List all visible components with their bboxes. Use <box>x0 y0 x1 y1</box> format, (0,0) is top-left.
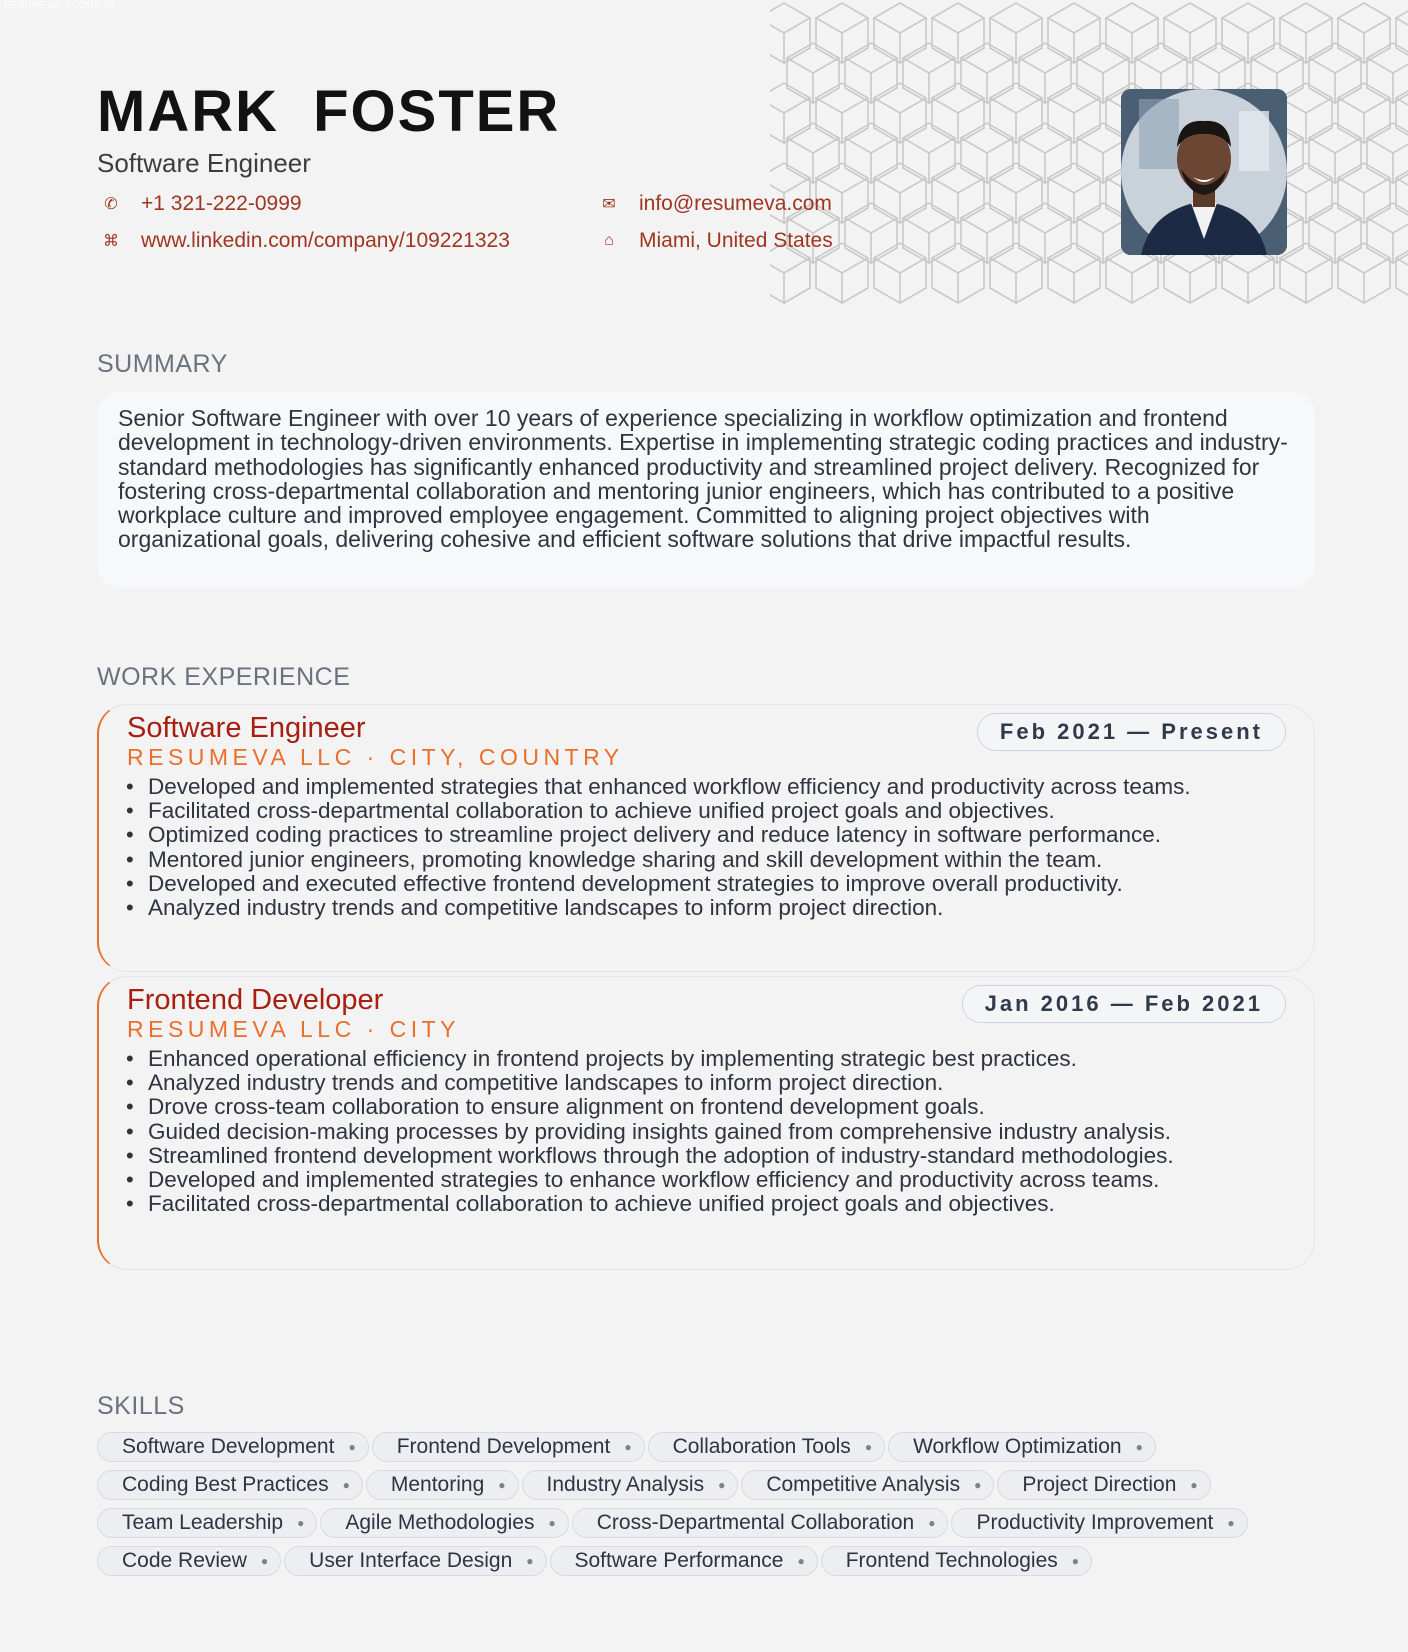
cube-shape <box>874 163 926 223</box>
cube-shape <box>1280 3 1332 63</box>
skill-tag: Frontend Technologies ● <box>821 1546 1092 1576</box>
cube-shape <box>1280 83 1332 143</box>
cube-shape <box>990 83 1042 143</box>
cube-shape <box>1019 123 1071 183</box>
cube-shape <box>1019 203 1071 263</box>
cube-shape <box>1396 3 1408 63</box>
cube-shape <box>1280 163 1332 223</box>
cube-shape <box>990 163 1042 223</box>
dot-icon: ● <box>1071 1554 1080 1568</box>
phone-text: +1 321-222-0999 <box>141 192 302 215</box>
skill-tag: User Interface Design ● <box>284 1546 546 1576</box>
job-bullet: • Enhanced operational efficiency in frontend projects by implementing strategic best practices. <box>127 1047 1288 1071</box>
job-bullet: • Streamlined frontend development workflows through the adoption of industry-standard methodologies. <box>127 1144 1288 1168</box>
dot-icon: ● <box>260 1554 269 1568</box>
cube-shape <box>1309 43 1361 103</box>
job-dates-badge: Feb 2021 — Present <box>977 713 1286 751</box>
cube-shape <box>1338 83 1390 143</box>
email-text: info@resumeva.com <box>639 192 832 215</box>
job-role: Software Engineer <box>127 712 366 744</box>
skill-tag: Agile Methodologies ● <box>320 1508 568 1538</box>
cube-shape <box>1280 243 1332 303</box>
resume-header <box>97 79 857 252</box>
home-icon: ⌂ <box>604 232 614 249</box>
cube-shape <box>1222 3 1274 63</box>
cube-shape <box>990 243 1042 303</box>
location-text: Miami, United States <box>639 229 833 252</box>
cube-shape <box>903 43 955 103</box>
skills-row <box>97 1542 1337 1580</box>
job-bullet: • Guided decision-making processes by providing insights gained from comprehensive industry analysis. <box>127 1120 1288 1144</box>
skill-tag: Collaboration Tools ● <box>648 1432 885 1462</box>
dot-icon: ● <box>342 1478 350 1492</box>
cube-shape <box>1338 243 1390 303</box>
skill-tag: Coding Best Practices ● <box>97 1470 363 1500</box>
cube-shape <box>1106 3 1158 63</box>
cube-shape <box>903 203 955 263</box>
phone-icon: ✆ <box>104 196 118 213</box>
contact-location <box>595 229 833 253</box>
skills-row <box>97 1428 1337 1466</box>
cube-shape <box>770 3 810 63</box>
cube-shape <box>1338 163 1390 223</box>
skill-tag: Industry Analysis ● <box>522 1470 739 1500</box>
dot-icon: ● <box>928 1516 936 1530</box>
job-company: RESUMEVA LLC · CITY <box>127 1016 461 1042</box>
cube-shape <box>1048 243 1100 303</box>
contact-phone[interactable] <box>97 192 302 216</box>
cube-shape <box>990 3 1042 63</box>
cube-shape <box>903 123 955 183</box>
cube-shape <box>932 3 984 63</box>
cube-shape <box>845 203 897 263</box>
dot-icon: ● <box>1135 1440 1143 1454</box>
dot-icon: ● <box>1227 1516 1235 1530</box>
skill-tag: Software Performance ● <box>550 1546 818 1576</box>
job-bullet: • Drove cross-team collaboration to ensure alignment on frontend development goals. <box>127 1095 1288 1119</box>
dot-icon: ● <box>526 1554 534 1568</box>
dot-icon: ● <box>864 1440 873 1454</box>
candidate-title: Software Engineer <box>97 148 311 178</box>
skills-row <box>97 1466 1337 1504</box>
cube-shape <box>1048 83 1100 143</box>
profile-photo <box>1121 89 1287 255</box>
summary-box <box>97 392 1315 588</box>
job-bullet: • Mentored junior engineers, promoting knowledge sharing and skill development within the team. <box>127 848 1288 872</box>
job-bullet: • Facilitated cross-departmental collaboration to achieve unified project goals and objectives. <box>127 1192 1288 1216</box>
skill-tag: Software Development ● <box>97 1432 369 1462</box>
skill-tag: Cross-Departmental Collaboration ● <box>572 1508 949 1538</box>
job-entry <box>97 704 1315 972</box>
score-watermark: RESUMEVA_SCORE:69 <box>4 0 115 11</box>
skill-tag: Code Review ● <box>97 1546 281 1576</box>
job-bullet: • Developed and implemented strategies that enhanced workflow efficiency and productivity across teams. <box>127 775 1288 799</box>
cube-shape <box>961 123 1013 183</box>
contact-linkedin[interactable] <box>97 229 510 253</box>
skill-tag: Mentoring ● <box>366 1470 519 1500</box>
cube-shape <box>932 83 984 143</box>
skill-tag: Team Leadership ● <box>97 1508 317 1538</box>
cube-shape <box>1396 163 1408 223</box>
job-bullet: • Optimized coding practices to streamline project delivery and reduce latency in software performance. <box>127 823 1288 847</box>
dot-icon: ● <box>1190 1478 1198 1492</box>
dot-icon: ● <box>974 1478 982 1492</box>
dot-icon: ● <box>548 1516 556 1530</box>
skill-tag: Workflow Optimization ● <box>888 1432 1156 1462</box>
cube-shape <box>1396 83 1408 143</box>
cube-shape <box>1048 163 1100 223</box>
job-role: Frontend Developer <box>127 984 384 1016</box>
job-bullet: • Developed and implemented strategies to enhance workflow efficiency and productivity across teams. <box>127 1168 1288 1192</box>
cube-shape <box>874 3 926 63</box>
cube-shape <box>1309 203 1361 263</box>
cube-shape <box>932 163 984 223</box>
cube-shape <box>816 3 868 63</box>
experience-heading: WORK EXPERIENCE <box>97 663 351 691</box>
cube-shape <box>1396 243 1408 303</box>
cube-shape <box>874 243 926 303</box>
skills-heading: SKILLS <box>97 1392 185 1420</box>
summary-text: Senior Software Engineer with over 10 years of experience specializing in workflow optimization and frontend development in technology-driven environments. Expertise in implementing strategic coding practices and industry-standard methodologies has significantly enhanced productivity and streamlined project delivery. Recognized for fostering cross-departmental collaboration and mentoring junior engineers, which has contributed to a positive workplace culture and improved employee engagement. Committed to aligning project objectives with organizational goals, delivering cohesive and efficient software solutions that drive impactful results. <box>118 405 1288 553</box>
dot-icon: ● <box>624 1440 632 1454</box>
skill-tag: Frontend Development ● <box>372 1432 645 1462</box>
mail-icon: ✉ <box>602 196 616 213</box>
job-entry <box>97 976 1315 1270</box>
cube-shape <box>1164 3 1216 63</box>
cube-shape <box>961 203 1013 263</box>
job-company: RESUMEVA LLC · CITY, COUNTRY <box>127 744 624 770</box>
skills-list <box>97 1428 1337 1580</box>
job-bullet: • Developed and executed effective frontend development strategies to improve overall productivity. <box>127 872 1288 896</box>
cube-shape <box>932 243 984 303</box>
cube-pattern-decoration <box>770 0 1408 340</box>
skills-row <box>97 1504 1337 1542</box>
cube-shape <box>961 43 1013 103</box>
cube-shape <box>1309 123 1361 183</box>
job-bullet: • Facilitated cross-departmental collaboration to achieve unified project goals and objectives. <box>127 799 1288 823</box>
cube-shape <box>874 83 926 143</box>
summary-heading: SUMMARY <box>97 350 228 378</box>
dot-icon: ● <box>348 1440 356 1454</box>
candidate-name: MARK FOSTER <box>97 79 561 144</box>
dot-icon: ● <box>797 1554 805 1568</box>
job-bullets <box>127 775 1288 920</box>
skill-tag: Productivity Improvement ● <box>951 1508 1247 1538</box>
job-dates-badge: Jan 2016 — Feb 2021 <box>962 985 1286 1023</box>
cube-shape <box>1019 43 1071 103</box>
linkedin-text: www.linkedin.com/company/109221323 <box>141 229 510 252</box>
dot-icon: ● <box>498 1478 506 1492</box>
job-bullets <box>127 1047 1288 1216</box>
link-icon: ⌘ <box>103 233 119 250</box>
dot-icon: ● <box>297 1516 305 1530</box>
contact-email[interactable] <box>595 192 832 216</box>
skill-tag: Competitive Analysis ● <box>741 1470 994 1500</box>
skill-tag: Project Direction ● <box>997 1470 1210 1500</box>
job-bullet: • Analyzed industry trends and competitive landscapes to inform project direction. <box>127 896 1288 920</box>
cube-shape <box>1048 3 1100 63</box>
dot-icon: ● <box>718 1478 726 1492</box>
job-bullet: • Analyzed industry trends and competitive landscapes to inform project direction. <box>127 1071 1288 1095</box>
cube-shape <box>1338 3 1390 63</box>
